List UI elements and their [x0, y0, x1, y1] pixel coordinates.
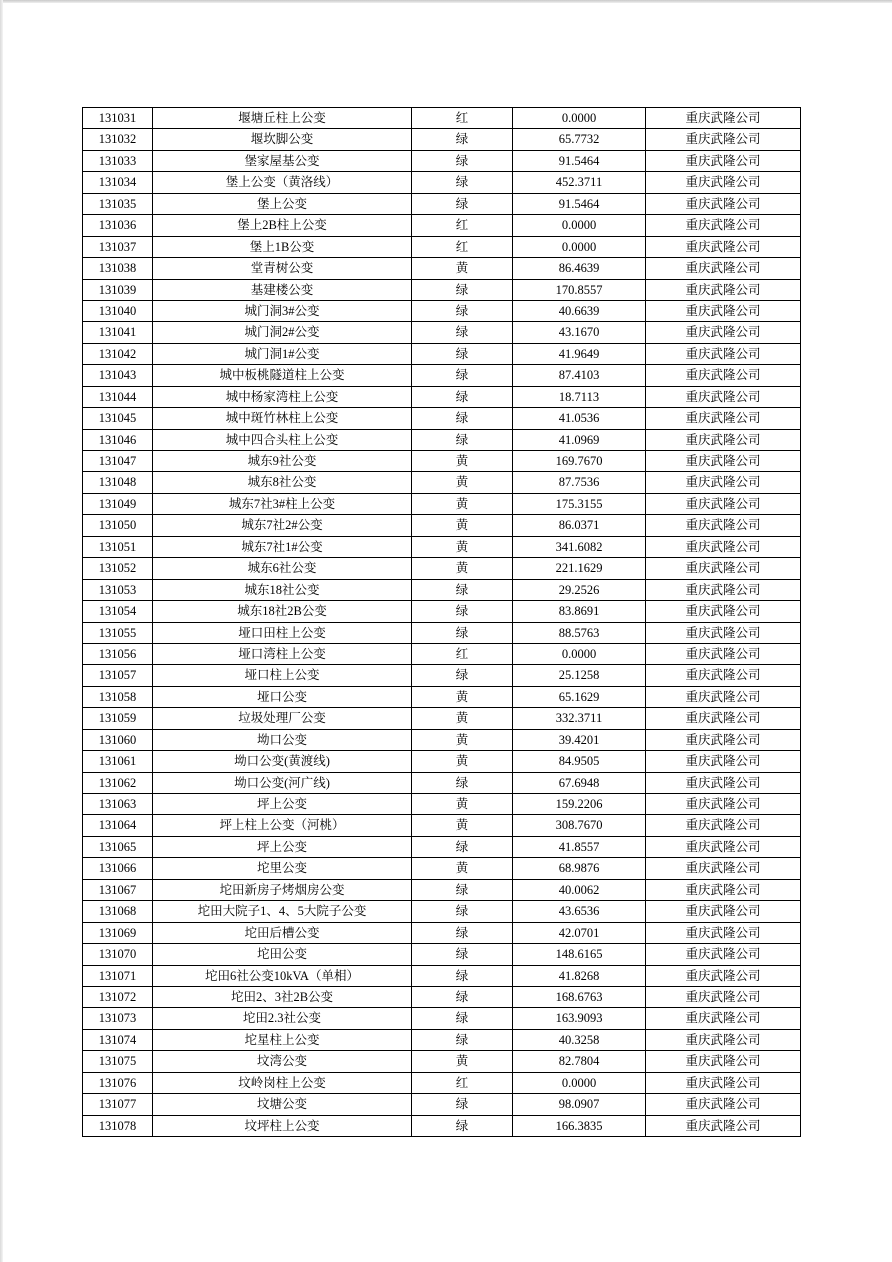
cell-company: 重庆武隆公司 [646, 322, 801, 343]
table-row [83, 279, 801, 300]
cell-status: 绿 [412, 408, 513, 429]
cell-id: 131072 [83, 986, 153, 1007]
cell-name: 城东18社公变 [153, 579, 412, 600]
table-row [83, 858, 801, 879]
table-row [83, 708, 801, 729]
cell-value: 88.5763 [513, 622, 646, 643]
table-row [83, 408, 801, 429]
table-row [83, 493, 801, 514]
cell-name: 堂青树公变 [153, 258, 412, 279]
cell-status: 黄 [412, 729, 513, 750]
table-row [83, 772, 801, 793]
cell-id: 131078 [83, 1115, 153, 1136]
cell-company: 重庆武隆公司 [646, 365, 801, 386]
table-row [83, 1051, 801, 1072]
cell-name: 城东7社1#公变 [153, 536, 412, 557]
cell-name: 坪上柱上公变（河桃） [153, 815, 412, 836]
table-row [83, 944, 801, 965]
cell-status: 绿 [412, 279, 513, 300]
cell-company: 重庆武隆公司 [646, 622, 801, 643]
cell-value: 308.7670 [513, 815, 646, 836]
cell-id: 131043 [83, 365, 153, 386]
cell-status: 绿 [412, 429, 513, 450]
cell-company: 重庆武隆公司 [646, 558, 801, 579]
cell-name: 堡上公变 [153, 193, 412, 214]
cell-name: 垭口公变 [153, 686, 412, 707]
table-row [83, 751, 801, 772]
table-row [83, 622, 801, 643]
cell-company: 重庆武隆公司 [646, 215, 801, 236]
cell-id: 131064 [83, 815, 153, 836]
cell-value: 148.6165 [513, 944, 646, 965]
cell-name: 垭口田柱上公变 [153, 622, 412, 643]
cell-id: 131041 [83, 322, 153, 343]
cell-status: 绿 [412, 986, 513, 1007]
cell-name: 城东7社2#公变 [153, 515, 412, 536]
cell-value: 91.5464 [513, 150, 646, 171]
cell-id: 131059 [83, 708, 153, 729]
cell-value: 39.4201 [513, 729, 646, 750]
cell-status: 红 [412, 215, 513, 236]
table-row [83, 129, 801, 150]
cell-status: 黄 [412, 536, 513, 557]
table-row [83, 343, 801, 364]
cell-value: 41.0536 [513, 408, 646, 429]
cell-id: 131033 [83, 150, 153, 171]
cell-status: 绿 [412, 386, 513, 407]
cell-name: 坨里公变 [153, 858, 412, 879]
cell-value: 0.0000 [513, 215, 646, 236]
cell-company: 重庆武隆公司 [646, 729, 801, 750]
table-row [83, 1072, 801, 1093]
cell-value: 86.4639 [513, 258, 646, 279]
cell-id: 131040 [83, 300, 153, 321]
cell-company: 重庆武隆公司 [646, 1115, 801, 1136]
cell-status: 黄 [412, 472, 513, 493]
cell-name: 坨田2、3社2B公变 [153, 986, 412, 1007]
cell-name: 坨田2.3社公变 [153, 1008, 412, 1029]
cell-value: 0.0000 [513, 236, 646, 257]
cell-company: 重庆武隆公司 [646, 1072, 801, 1093]
cell-value: 166.3835 [513, 1115, 646, 1136]
table-row [83, 643, 801, 664]
cell-status: 绿 [412, 343, 513, 364]
table-row [83, 215, 801, 236]
cell-status: 绿 [412, 965, 513, 986]
cell-company: 重庆武隆公司 [646, 429, 801, 450]
cell-value: 18.7113 [513, 386, 646, 407]
cell-company: 重庆武隆公司 [646, 279, 801, 300]
cell-status: 黄 [412, 1051, 513, 1072]
cell-company: 重庆武隆公司 [646, 965, 801, 986]
cell-status: 绿 [412, 300, 513, 321]
cell-name: 坟岭岗柱上公变 [153, 1072, 412, 1093]
cell-status: 黄 [412, 686, 513, 707]
cell-name: 坪上公变 [153, 836, 412, 857]
cell-name: 城东9社公变 [153, 451, 412, 472]
table-row [83, 815, 801, 836]
cell-id: 131062 [83, 772, 153, 793]
cell-status: 绿 [412, 665, 513, 686]
cell-company: 重庆武隆公司 [646, 751, 801, 772]
cell-id: 131052 [83, 558, 153, 579]
table-row [83, 365, 801, 386]
cell-status: 绿 [412, 150, 513, 171]
cell-id: 131051 [83, 536, 153, 557]
table-row [83, 879, 801, 900]
cell-company: 重庆武隆公司 [646, 300, 801, 321]
cell-value: 41.0969 [513, 429, 646, 450]
cell-name: 坳口公变(黄渡线) [153, 751, 412, 772]
cell-company: 重庆武隆公司 [646, 172, 801, 193]
cell-name: 垃圾处理厂公变 [153, 708, 412, 729]
cell-id: 131036 [83, 215, 153, 236]
table-row [83, 1094, 801, 1115]
cell-status: 黄 [412, 515, 513, 536]
cell-status: 绿 [412, 879, 513, 900]
table-row [83, 429, 801, 450]
cell-company: 重庆武隆公司 [646, 794, 801, 815]
cell-id: 131050 [83, 515, 153, 536]
cell-id: 131047 [83, 451, 153, 472]
table-body [83, 108, 801, 1137]
cell-value: 332.3711 [513, 708, 646, 729]
cell-name: 城中斑竹林柱上公变 [153, 408, 412, 429]
cell-name: 堡上1B公变 [153, 236, 412, 257]
cell-company: 重庆武隆公司 [646, 408, 801, 429]
table-row [83, 258, 801, 279]
cell-company: 重庆武隆公司 [646, 451, 801, 472]
cell-value: 221.1629 [513, 558, 646, 579]
cell-company: 重庆武隆公司 [646, 665, 801, 686]
cell-value: 169.7670 [513, 451, 646, 472]
cell-value: 98.0907 [513, 1094, 646, 1115]
cell-id: 131067 [83, 879, 153, 900]
cell-id: 131058 [83, 686, 153, 707]
cell-company: 重庆武隆公司 [646, 815, 801, 836]
cell-id: 131073 [83, 1008, 153, 1029]
cell-value: 40.3258 [513, 1029, 646, 1050]
cell-id: 131037 [83, 236, 153, 257]
cell-company: 重庆武隆公司 [646, 515, 801, 536]
cell-status: 红 [412, 108, 513, 129]
cell-status: 绿 [412, 579, 513, 600]
cell-value: 84.9505 [513, 751, 646, 772]
cell-name: 城东8社公变 [153, 472, 412, 493]
page-edge-left [0, 0, 3, 1262]
cell-status: 绿 [412, 922, 513, 943]
cell-name: 城中杨家湾柱上公变 [153, 386, 412, 407]
cell-id: 131031 [83, 108, 153, 129]
cell-name: 堰坎脚公变 [153, 129, 412, 150]
cell-id: 131060 [83, 729, 153, 750]
cell-company: 重庆武隆公司 [646, 236, 801, 257]
cell-company: 重庆武隆公司 [646, 129, 801, 150]
cell-id: 131057 [83, 665, 153, 686]
cell-name: 坨田新房子烤烟房公变 [153, 879, 412, 900]
table-row [83, 665, 801, 686]
cell-status: 绿 [412, 601, 513, 622]
cell-name: 坳口公变(河广线) [153, 772, 412, 793]
cell-value: 91.5464 [513, 193, 646, 214]
table-row [83, 558, 801, 579]
cell-id: 131045 [83, 408, 153, 429]
cell-id: 131070 [83, 944, 153, 965]
cell-name: 坨田公变 [153, 944, 412, 965]
cell-company: 重庆武隆公司 [646, 193, 801, 214]
cell-name: 坳口公变 [153, 729, 412, 750]
cell-id: 131056 [83, 643, 153, 664]
cell-value: 163.9093 [513, 1008, 646, 1029]
cell-company: 重庆武隆公司 [646, 1094, 801, 1115]
cell-value: 0.0000 [513, 1072, 646, 1093]
cell-company: 重庆武隆公司 [646, 150, 801, 171]
cell-id: 131077 [83, 1094, 153, 1115]
cell-value: 170.8557 [513, 279, 646, 300]
cell-value: 40.6639 [513, 300, 646, 321]
transformer-table [82, 107, 801, 1137]
cell-value: 42.0701 [513, 922, 646, 943]
cell-id: 131061 [83, 751, 153, 772]
cell-company: 重庆武隆公司 [646, 472, 801, 493]
cell-status: 绿 [412, 322, 513, 343]
page-edge-top [0, 0, 892, 3]
table-row [83, 536, 801, 557]
cell-status: 绿 [412, 622, 513, 643]
table-row [83, 386, 801, 407]
cell-id: 131044 [83, 386, 153, 407]
cell-value: 83.8691 [513, 601, 646, 622]
cell-status: 红 [412, 236, 513, 257]
cell-status: 绿 [412, 1094, 513, 1115]
cell-value: 29.2526 [513, 579, 646, 600]
cell-company: 重庆武隆公司 [646, 536, 801, 557]
table-row [83, 108, 801, 129]
cell-status: 绿 [412, 193, 513, 214]
cell-company: 重庆武隆公司 [646, 108, 801, 129]
cell-name: 坟湾公变 [153, 1051, 412, 1072]
cell-status: 黄 [412, 451, 513, 472]
cell-company: 重庆武隆公司 [646, 343, 801, 364]
cell-status: 绿 [412, 129, 513, 150]
cell-id: 131034 [83, 172, 153, 193]
cell-status: 黄 [412, 815, 513, 836]
cell-name: 城中四合头柱上公变 [153, 429, 412, 450]
table-row [83, 1115, 801, 1136]
table-row [83, 901, 801, 922]
cell-name: 垭口湾柱上公变 [153, 643, 412, 664]
cell-status: 绿 [412, 1029, 513, 1050]
table-row [83, 172, 801, 193]
cell-id: 131066 [83, 858, 153, 879]
cell-status: 绿 [412, 944, 513, 965]
table-row [83, 579, 801, 600]
cell-name: 坟坪柱上公变 [153, 1115, 412, 1136]
cell-name: 城门洞1#公变 [153, 343, 412, 364]
cell-company: 重庆武隆公司 [646, 901, 801, 922]
cell-status: 黄 [412, 258, 513, 279]
table-row [83, 472, 801, 493]
cell-name: 堰塘丘柱上公变 [153, 108, 412, 129]
cell-id: 131071 [83, 965, 153, 986]
cell-status: 绿 [412, 901, 513, 922]
cell-company: 重庆武隆公司 [646, 1029, 801, 1050]
cell-status: 黄 [412, 751, 513, 772]
cell-value: 452.3711 [513, 172, 646, 193]
cell-status: 绿 [412, 836, 513, 857]
cell-value: 86.0371 [513, 515, 646, 536]
cell-value: 0.0000 [513, 108, 646, 129]
cell-id: 131075 [83, 1051, 153, 1072]
cell-name: 堡上公变（黄洛线） [153, 172, 412, 193]
cell-id: 131063 [83, 794, 153, 815]
table-row [83, 601, 801, 622]
cell-status: 绿 [412, 772, 513, 793]
cell-status: 黄 [412, 493, 513, 514]
cell-value: 68.9876 [513, 858, 646, 879]
table-row [83, 729, 801, 750]
cell-status: 黄 [412, 558, 513, 579]
cell-company: 重庆武隆公司 [646, 493, 801, 514]
cell-company: 重庆武隆公司 [646, 258, 801, 279]
cell-value: 41.9649 [513, 343, 646, 364]
cell-id: 131076 [83, 1072, 153, 1093]
cell-id: 131068 [83, 901, 153, 922]
cell-value: 25.1258 [513, 665, 646, 686]
cell-value: 175.3155 [513, 493, 646, 514]
cell-name: 城门洞2#公变 [153, 322, 412, 343]
cell-id: 131065 [83, 836, 153, 857]
table-row [83, 193, 801, 214]
cell-name: 坨田6社公变10kVA（单相） [153, 965, 412, 986]
cell-id: 131053 [83, 579, 153, 600]
cell-company: 重庆武隆公司 [646, 986, 801, 1007]
table-row [83, 451, 801, 472]
cell-name: 坪上公变 [153, 794, 412, 815]
cell-status: 绿 [412, 1115, 513, 1136]
cell-name: 城东7社3#柱上公变 [153, 493, 412, 514]
cell-id: 131074 [83, 1029, 153, 1050]
cell-id: 131046 [83, 429, 153, 450]
cell-value: 43.1670 [513, 322, 646, 343]
cell-name: 城中板桃隧道柱上公变 [153, 365, 412, 386]
table-row [83, 922, 801, 943]
cell-value: 82.7804 [513, 1051, 646, 1072]
cell-name: 城东6社公变 [153, 558, 412, 579]
cell-company: 重庆武隆公司 [646, 579, 801, 600]
cell-company: 重庆武隆公司 [646, 643, 801, 664]
table-row [83, 300, 801, 321]
table-row [83, 515, 801, 536]
cell-name: 堡家屋基公变 [153, 150, 412, 171]
cell-value: 65.7732 [513, 129, 646, 150]
cell-value: 40.0062 [513, 879, 646, 900]
cell-status: 绿 [412, 172, 513, 193]
cell-company: 重庆武隆公司 [646, 772, 801, 793]
cell-id: 131042 [83, 343, 153, 364]
cell-name: 坟塘公变 [153, 1094, 412, 1115]
cell-name: 城门洞3#公变 [153, 300, 412, 321]
cell-value: 0.0000 [513, 643, 646, 664]
cell-value: 43.6536 [513, 901, 646, 922]
cell-id: 131035 [83, 193, 153, 214]
cell-company: 重庆武隆公司 [646, 686, 801, 707]
cell-name: 基建楼公变 [153, 279, 412, 300]
table-row [83, 794, 801, 815]
cell-id: 131038 [83, 258, 153, 279]
cell-value: 159.2206 [513, 794, 646, 815]
cell-value: 168.6763 [513, 986, 646, 1007]
cell-company: 重庆武隆公司 [646, 1051, 801, 1072]
cell-name: 堡上2B柱上公变 [153, 215, 412, 236]
cell-id: 131055 [83, 622, 153, 643]
cell-id: 131039 [83, 279, 153, 300]
cell-company: 重庆武隆公司 [646, 708, 801, 729]
cell-company: 重庆武隆公司 [646, 1008, 801, 1029]
table-row [83, 836, 801, 857]
cell-value: 87.4103 [513, 365, 646, 386]
cell-company: 重庆武隆公司 [646, 386, 801, 407]
cell-company: 重庆武隆公司 [646, 836, 801, 857]
cell-company: 重庆武隆公司 [646, 922, 801, 943]
table-row [83, 986, 801, 1007]
cell-name: 坨田大院子1、4、5大院子公变 [153, 901, 412, 922]
cell-status: 黄 [412, 858, 513, 879]
cell-status: 绿 [412, 1008, 513, 1029]
cell-id: 131049 [83, 493, 153, 514]
cell-status: 红 [412, 1072, 513, 1093]
cell-id: 131054 [83, 601, 153, 622]
cell-name: 城东18社2B公变 [153, 601, 412, 622]
cell-id: 131032 [83, 129, 153, 150]
cell-value: 87.7536 [513, 472, 646, 493]
cell-company: 重庆武隆公司 [646, 601, 801, 622]
cell-value: 341.6082 [513, 536, 646, 557]
cell-name: 坨星柱上公变 [153, 1029, 412, 1050]
table-row [83, 150, 801, 171]
cell-id: 131069 [83, 922, 153, 943]
cell-value: 41.8557 [513, 836, 646, 857]
cell-status: 黄 [412, 708, 513, 729]
cell-name: 垭口柱上公变 [153, 665, 412, 686]
cell-value: 65.1629 [513, 686, 646, 707]
table-row [83, 236, 801, 257]
cell-status: 绿 [412, 365, 513, 386]
cell-status: 红 [412, 643, 513, 664]
cell-value: 67.6948 [513, 772, 646, 793]
cell-value: 41.8268 [513, 965, 646, 986]
cell-company: 重庆武隆公司 [646, 858, 801, 879]
cell-status: 黄 [412, 794, 513, 815]
cell-company: 重庆武隆公司 [646, 944, 801, 965]
table-row [83, 1029, 801, 1050]
table-row [83, 686, 801, 707]
table-row [83, 1008, 801, 1029]
cell-name: 坨田后槽公变 [153, 922, 412, 943]
table-row [83, 965, 801, 986]
table-row [83, 322, 801, 343]
cell-id: 131048 [83, 472, 153, 493]
cell-company: 重庆武隆公司 [646, 879, 801, 900]
